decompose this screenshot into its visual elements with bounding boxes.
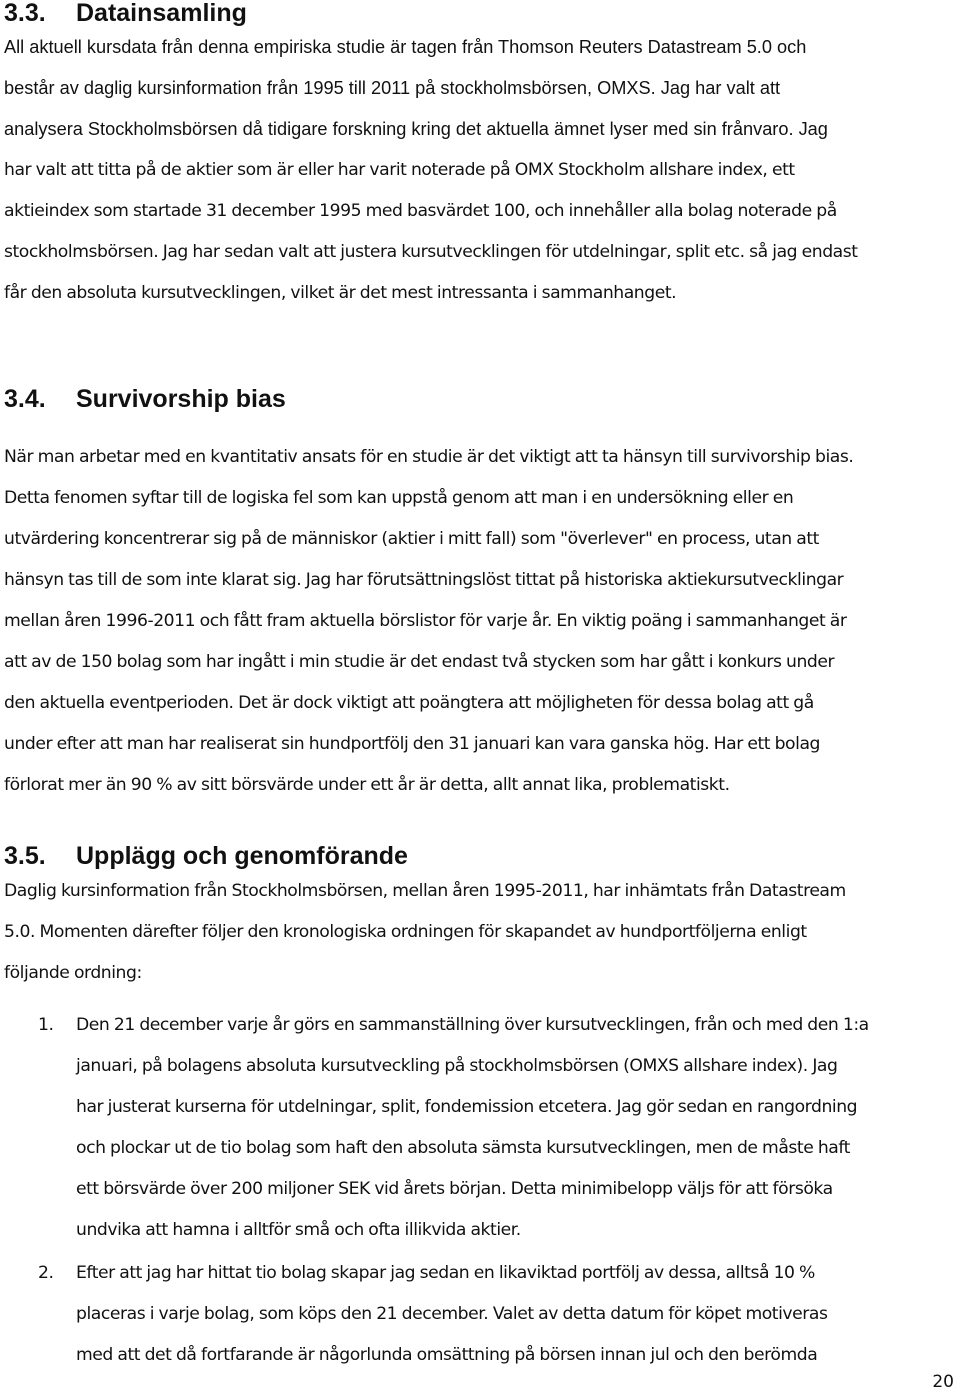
section-number: 3.4. — [4, 385, 46, 413]
text-line: under efter att man har realiserat sin hundportfölj den 31 januari kan vara ganska hög. Har ett bolag — [4, 734, 820, 754]
text-line: består av daglig kursinformation från 1995 till 2011 på stockholmsbörsen, OMXS. Jag har valt att — [4, 78, 781, 98]
text-line: och plockar ut de tio bolag som haft den absoluta sämsta kursutvecklingen, men de måste haft — [76, 1138, 850, 1158]
text-line: får den absoluta kursutvecklingen, vilket är det mest intressanta i sammanhanget. — [4, 283, 677, 303]
section-heading-survivorship-bias — [4, 384, 286, 414]
text-line: januari, på bolagens absoluta kursutveckling på stockholmsbörsen (OMXS allshare index). Jag — [76, 1056, 838, 1076]
text-line: När man arbetar med en kvantitativ ansats för en studie är det viktigt att ta hänsyn till survivorship bias. — [4, 447, 854, 467]
section-title: Upplägg och genomförande — [76, 842, 408, 870]
text-line: mellan åren 1996-2011 och fått fram aktuella börslistor för varje år. En viktig poäng i sammanhanget är — [4, 611, 847, 631]
section-paragraph — [4, 871, 960, 994]
section-intro-paragraph — [4, 27, 960, 150]
text-line: undvika att hamna i alltför små och ofta illikvida aktier. — [76, 1220, 521, 1240]
text-line: med att det då fortfarande är någorlunda omsättning på börsen innan jul och den berömda — [76, 1345, 818, 1365]
text-line: har justerat kurserna för utdelningar, split, fondemission etcetera. Jag gör sedan en rangordning — [76, 1097, 858, 1117]
text-line: All aktuell kursdata från denna empiriska studie är tagen från Thomson Reuters Datastream 5.0 och — [4, 37, 807, 57]
text-line: den aktuella eventperioden. Det är dock viktigt att poängtera att möjligheten för dessa bolag att gå — [4, 693, 814, 713]
list-item-text — [76, 1005, 960, 1251]
section-title: Datainsamling — [76, 0, 247, 27]
text-line: 5.0. Momenten därefter följer den kronologiska ordningen för skapandet av hundportföljerna enligt — [4, 922, 807, 942]
section-paragraph — [4, 150, 960, 314]
list-item-number: 2. — [38, 1263, 54, 1283]
text-line: stockholmsbörsen. Jag har sedan valt att justera kursutvecklingen för utdelningar, split etc. så jag endast — [4, 242, 858, 262]
text-line: har valt att titta på de aktier som är eller har varit noterade på OMX Stockholm allshare index, ett — [4, 160, 795, 180]
section-title: Survivorship bias — [76, 385, 286, 413]
text-line: hänsyn tas till de som inte klarat sig. Jag har förutsättningslöst tittat på historiska aktiekursutvecklingar — [4, 570, 844, 590]
text-line: Detta fenomen syftar till de logiska fel som kan uppstå genom att man i en undersökning eller en — [4, 488, 794, 508]
section-heading-upplagg-och-genomforande — [4, 841, 408, 871]
section-number: 3.5. — [4, 842, 46, 870]
page-number: 20 — [932, 1372, 954, 1392]
text-line: analysera Stockholmsbörsen då tidigare forskning kring det aktuella ämnet lyser med sin frånvaro. Jag — [4, 119, 828, 139]
list-item-text — [76, 1253, 960, 1376]
text-line: Efter att jag har hittat tio bolag skapar jag sedan en likaviktad portfölj av dessa, alltså 10 % — [76, 1263, 815, 1283]
text-line: att av de 150 bolag som har ingått i min studie är det endast två stycken som har gått i konkurs under — [4, 652, 835, 672]
text-line: placeras i varje bolag, som köps den 21 december. Valet av detta datum för köpet motiveras — [76, 1304, 828, 1324]
list-item-number: 1. — [38, 1015, 54, 1035]
text-line: ett börsvärde över 200 miljoner SEK vid årets början. Detta minimibelopp väljs för att försöka — [76, 1179, 833, 1199]
text-line: följande ordning: — [4, 963, 142, 983]
text-line: Den 21 december varje år görs en sammanställning över kursutvecklingen, från och med den 1:a — [76, 1015, 869, 1035]
section-heading-datainsamling — [4, 0, 247, 28]
section-number: 3.3. — [4, 0, 46, 27]
section-paragraph — [4, 437, 960, 806]
text-line: utvärdering koncentrerar sig på de människor (aktier i mitt fall) som "överlever" en process, utan att — [4, 529, 819, 549]
text-line: Daglig kursinformation från Stockholmsbörsen, mellan åren 1995-2011, har inhämtats från Datastream — [4, 881, 846, 901]
text-line: aktieindex som startade 31 december 1995 med basvärdet 100, och innehåller alla bolag noterade på — [4, 201, 837, 221]
text-line: förlorat mer än 90 % av sitt börsvärde under ett år är detta, allt annat lika, problematiskt. — [4, 775, 730, 795]
